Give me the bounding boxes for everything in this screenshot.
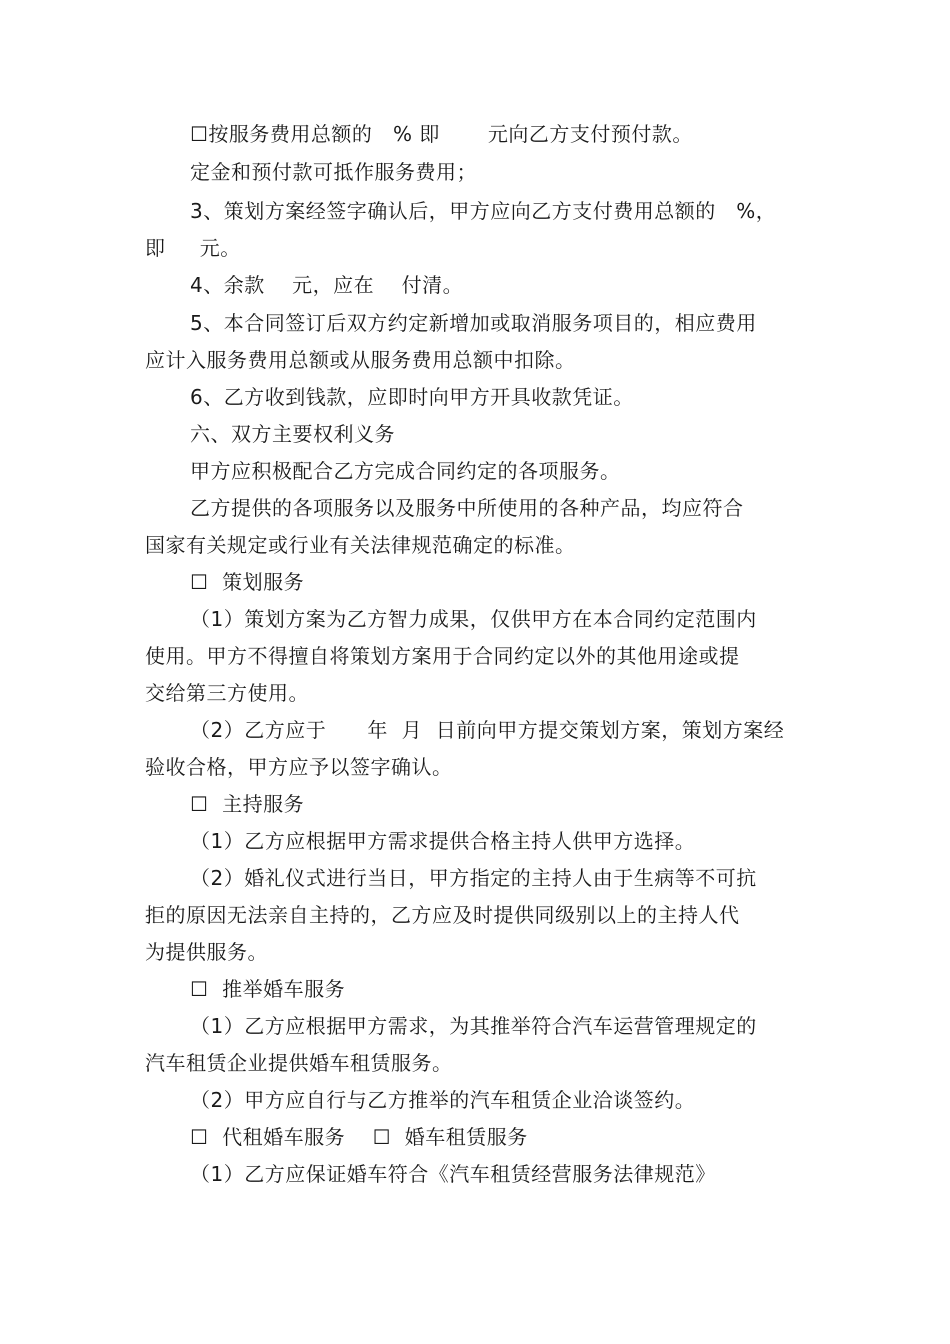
line-clause-3: 3、策划方案经签字确认后，甲方应向乙方支付费用总额的 %， xyxy=(190,199,777,223)
line-host-2-cont2: 为提供服务。 xyxy=(145,940,268,964)
section-heading-rights: 六、双方主要权利义务 xyxy=(190,422,395,446)
checkbox-recommend-car-service: ☐ 推举婚车服务 xyxy=(190,977,346,1001)
line-planning-1-cont2: 交给第三方使用。 xyxy=(145,681,309,705)
line-host-2-cont: 拒的原因无法亲自主持的，乙方应及时提供同级别以上的主持人代 xyxy=(145,903,740,927)
line-rental-1: （1）乙方应保证婚车符合《汽车租赁经营服务法律规范》 xyxy=(190,1162,716,1186)
line-car-2: （2）甲方应自行与乙方推举的汽车租赁企业洽谈签约。 xyxy=(190,1088,696,1112)
line-planning-2-cont: 验收合格，甲方应予以签字确认。 xyxy=(145,755,453,779)
line-party-b-standards: 乙方提供的各项服务以及服务中所使用的各种产品，均应符合 xyxy=(190,496,744,520)
line-clause-3-cont: 即 元。 xyxy=(145,236,241,260)
checkbox-planning-service: ☐ 策划服务 xyxy=(190,570,305,594)
line-clause-4: 4、余款 元，应在 付清。 xyxy=(190,273,464,297)
line-clause-5-cont: 应计入服务费用总额或从服务费用总额中扣除。 xyxy=(145,348,576,372)
checkbox-car-rental-services: ☐ 代租婚车服务 ☐ 婚车租赁服务 xyxy=(190,1125,528,1149)
line-planning-2: （2）乙方应于 年 月 日前向甲方提交策划方案，策划方案经 xyxy=(190,718,785,742)
line-planning-1-cont: 使用。甲方不得擅自将策划方案用于合同约定以外的其他用途或提 xyxy=(145,644,740,668)
line-host-1: （1）乙方应根据甲方需求提供合格主持人供甲方选择。 xyxy=(190,829,696,853)
line-clause-6: 6、乙方收到钱款，应即时向甲方开具收款凭证。 xyxy=(190,385,634,409)
line-host-2: （2）婚礼仪式进行当日，甲方指定的主持人由于生病等不可抗 xyxy=(190,866,757,890)
line-party-a-cooperate: 甲方应积极配合乙方完成合同约定的各项服务。 xyxy=(190,459,621,483)
line-car-1: （1）乙方应根据甲方需求，为其推举符合汽车运营管理规定的 xyxy=(190,1014,757,1038)
line-clause-5: 5、本合同签订后双方约定新增加或取消服务项目的，相应费用 xyxy=(190,311,757,335)
line-party-b-standards-cont: 国家有关规定或行业有关法律规范确定的标准。 xyxy=(145,533,576,557)
line-deposit-offset: 定金和预付款可抵作服务费用； xyxy=(190,160,477,184)
line-car-1-cont: 汽车租赁企业提供婚车租赁服务。 xyxy=(145,1051,453,1075)
checkbox-host-service: ☐ 主持服务 xyxy=(190,792,305,816)
line-prepayment: ☐按服务费用总额的 % 即 元向乙方支付预付款。 xyxy=(190,122,693,146)
line-planning-1: （1）策划方案为乙方智力成果，仅供甲方在本合同约定范围内 xyxy=(190,607,757,631)
